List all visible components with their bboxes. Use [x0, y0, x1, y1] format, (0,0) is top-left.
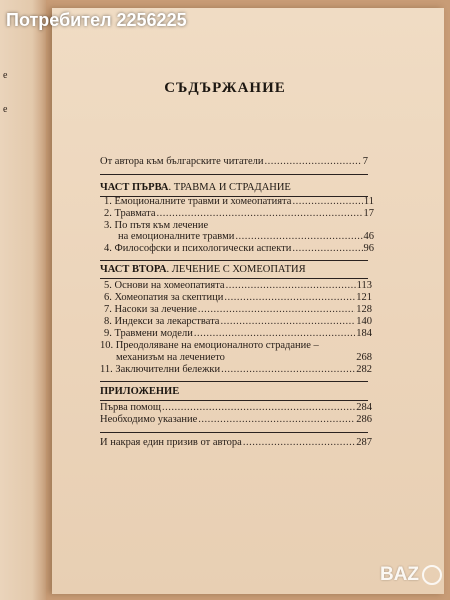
toc-entry: 9. Травмени модели ..... 184 [104, 328, 372, 339]
section-divider [100, 260, 368, 261]
section-divider [100, 174, 368, 175]
section-divider [100, 278, 368, 279]
toc-entry: 7. Насоки за лечение ..... 128 [104, 304, 372, 315]
part-two-heading: ЧАСТ ВТОРА. ЛЕЧЕНИЕ С ХОМЕОПАТИЯ [100, 264, 306, 275]
toc-entry: 6. Хомеопатия за скептици ..... 121 [104, 292, 372, 303]
appendix-heading: ПРИЛОЖЕНИЕ [100, 386, 180, 397]
left-page-fragment: е [3, 70, 8, 81]
left-page-fragment: е [3, 104, 8, 115]
logo-ring-icon [422, 565, 442, 585]
toc-entry: 8. Индекси за лекарствата ..... 140 [104, 316, 372, 327]
toc-entry: 2. Травмата ..... 17 [104, 208, 374, 219]
part-one-heading: ЧАСТ ПЪРВА. ТРАВМА И СТРАДАНИЕ [100, 182, 291, 193]
toc-entry: Първа помощ ..... 284 [100, 402, 372, 413]
toc-entry: 1. Емоционалните травми и хомеопатията ..... 11 [104, 196, 374, 207]
bazar-logo: BAZ [380, 564, 442, 586]
user-watermark: Потребител 2256225 [6, 10, 187, 30]
toc-entry: на емоционалните травми ..... 46 [118, 231, 374, 242]
toc-entry: 11. Заключителни бележки ..... 282 [100, 364, 372, 375]
section-divider [100, 381, 368, 382]
toc-entry-line: 3. По пътя към лечение [104, 220, 209, 231]
section-divider [100, 400, 368, 401]
toc-entry: 5. Основи на хомеопатията ..... 113 [104, 280, 372, 291]
toc-entry-line: 10. Преодоляване на емоционалното страдание – [100, 340, 319, 351]
toc-entry: механизъм на лечението 268 [116, 352, 372, 363]
toc-entry: Необходимо указание ..... 286 [100, 414, 372, 425]
section-divider [100, 432, 368, 433]
toc-entry: 4. Философски и психологически аспекти ..... 96 [104, 243, 374, 254]
toc-title: СЪДЪРЖАНИЕ [164, 80, 286, 96]
toc-entry-final: И накрая един призив от автора ..... 287 [100, 437, 372, 448]
toc-entry-intro: От автора към българските читатели ..... 7 [100, 156, 368, 167]
